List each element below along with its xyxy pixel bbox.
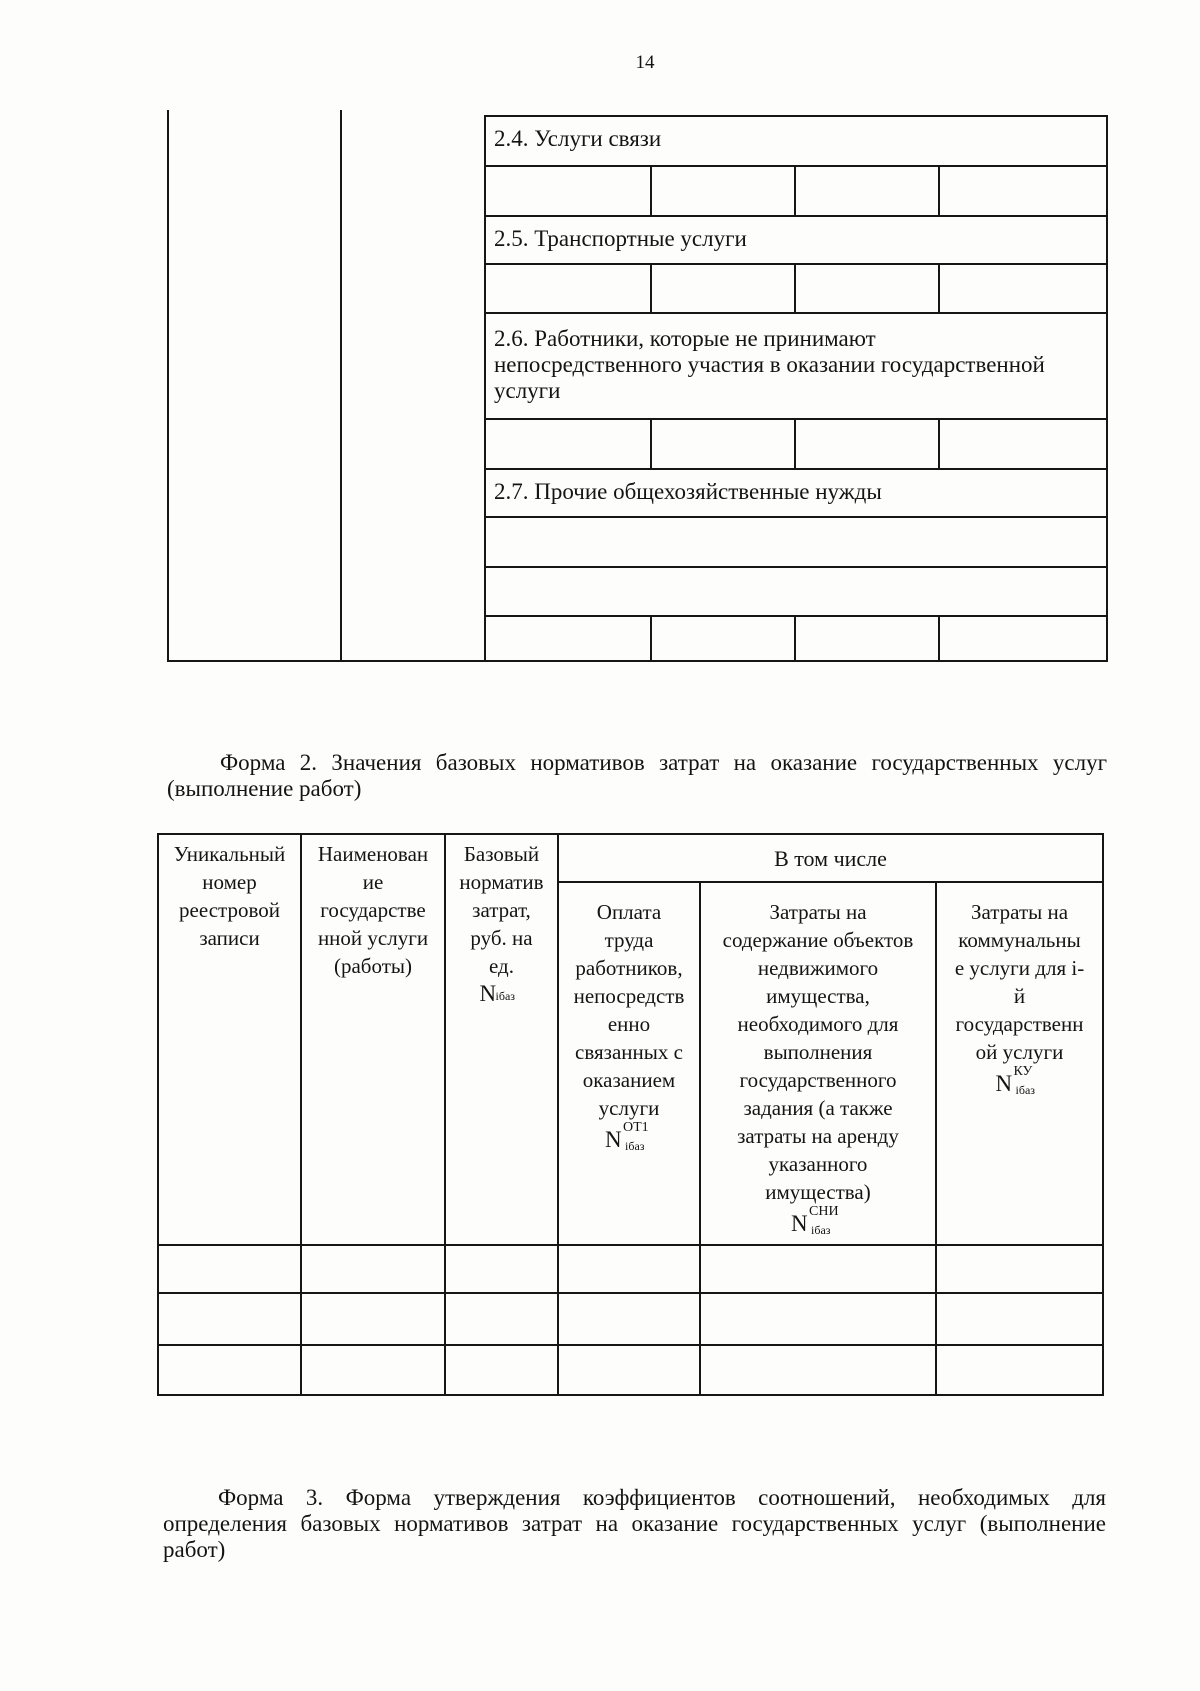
header-line: услуги [598,1096,660,1120]
header-line: задания (а также [743,1096,893,1120]
header-base-norm [446,840,557,1010]
header-line: государственн [955,1012,1084,1036]
header-line: работников, [575,956,683,980]
table1-border-right [1106,115,1108,662]
form2-group-line [557,881,1104,883]
header-line: записи [199,926,260,950]
form2-caption-line2: (выполнение работ) [167,776,362,801]
page-number: 14 [635,52,655,73]
table1-divider-2 [484,115,486,662]
header-line: государственного [739,1068,897,1092]
formula-sub: iбаз [625,1139,645,1153]
header-line: затраты на аренду [737,1124,899,1148]
header-service-name [302,840,444,980]
form3-caption-line3: работ) [163,1537,226,1562]
section-2-6-line: непосредственного участия в оказании государственной [494,352,1045,377]
table1-subcol-line [938,615,940,662]
header-line: недвижимого [757,956,879,980]
section-2-4-label: 2.4. Услуги связи [494,126,662,151]
header-unique-number [159,840,300,952]
header-line: ед. [489,954,514,978]
table1-subcol-line [650,615,652,662]
table1-row-line [484,418,1108,420]
header-line: Наименован [317,842,429,866]
header-line: Затраты на [970,900,1069,924]
formula-n-ku [937,1066,1102,1104]
header-labor-cost [559,898,699,1160]
header-line: ие [362,870,384,894]
header-line: й [1013,984,1026,1008]
table1-row-line [484,516,1108,518]
header-line: имущества) [765,1180,871,1204]
table1-row-line [484,115,1108,117]
formula-n: N [479,981,497,1006]
header-line: труда [604,928,654,952]
header-line: норматив [459,870,544,894]
header-line: ой услуги [975,1040,1064,1064]
header-line: реестровой [179,898,280,922]
header-line: коммунальны [958,928,1081,952]
table1-row-line [484,165,1108,167]
header-utilities-cost [937,898,1102,1104]
header-line: Оплата [596,900,662,924]
table1-subcol-line [794,615,796,662]
formula-sup: КУ [1013,1064,1033,1079]
formula-sub: iбаз [1015,1083,1036,1097]
form3-caption-line1: Форма 3. Форма утверждения коэффициентов соотношений, необходимых для [218,1485,1106,1510]
header-line: указанного [768,1152,868,1176]
header-line: енно [607,1012,651,1036]
table1-subcol-line [794,418,796,468]
header-line: связанных с [575,1040,683,1064]
table1-subcol-line [650,263,652,312]
formula-n-sni [701,1206,935,1244]
section-2-6-line: услуги [494,378,561,403]
header-line: непосредств [573,984,685,1008]
table1-border-bottom [167,660,1108,662]
header-line: номер [202,870,257,894]
header-line: руб. на [470,926,533,950]
section-2-6-line: 2.6. Работники, которые не принимают [494,326,876,351]
form2-caption [167,750,1107,802]
header-including: В том числе [774,846,887,871]
table1-subcol-line [938,165,940,215]
header-line: Затраты на [769,900,867,924]
table1-subcol-line [794,263,796,312]
header-line: выполнения [763,1040,873,1064]
form3-caption [163,1485,1106,1563]
form3-caption-line2: определения базовых нормативов затрат на оказание государственных услуг (выполнение [163,1511,1106,1536]
header-line: нной услуги [317,926,429,950]
table1-row-line [484,263,1108,265]
formula-sup: СНИ [809,1204,839,1219]
formula-sup: ОТ1 [623,1120,649,1135]
formula-n-ot1 [559,1122,699,1160]
formula-n: N [791,1211,808,1236]
formula-sub: iбаз [811,1223,831,1237]
header-line: имущества, [766,984,870,1008]
section-2-5-label: 2.5. Транспортные услуги [494,226,747,251]
section-2-7-label: 2.7. Прочие общехозяйственные нужды [494,479,882,504]
form2-caption-line1: Форма 2. Значения базовых нормативов затрат на оказание государственных услуг [220,750,1107,775]
table1-subcol-line [938,418,940,468]
header-line: (работы) [333,954,412,978]
header-line: необходимого для [737,1012,899,1036]
formula-n: N [605,1127,622,1152]
formula-sub: iбаз [495,989,516,1003]
header-line: государстве [320,898,426,922]
header-line: затрат, [472,898,531,922]
form2-border-right [1102,833,1104,1396]
header-line: Уникальный [173,842,286,866]
header-line: оказанием [582,1068,676,1092]
formula-n-ibaz [446,980,557,1010]
table1-divider-1 [340,110,342,662]
formula-n: N [995,1071,1013,1096]
table1-row-line [484,615,1108,617]
table1-subcol-line [938,263,940,312]
table1-subcol-line [650,418,652,468]
header-line: содержание объектов [722,928,914,952]
table1-subcol-line [794,165,796,215]
table1-row-line [484,312,1108,314]
table1-row-line [484,215,1108,217]
section-2-6-label [494,326,1045,404]
header-line: Базовый [463,842,540,866]
table1-row-line [484,566,1108,568]
table1-border-left [167,110,169,662]
header-line: е услуги для i- [954,956,1085,980]
header-property-cost [701,898,935,1244]
table1-subcol-line [650,165,652,215]
table1-row-line [484,468,1108,470]
